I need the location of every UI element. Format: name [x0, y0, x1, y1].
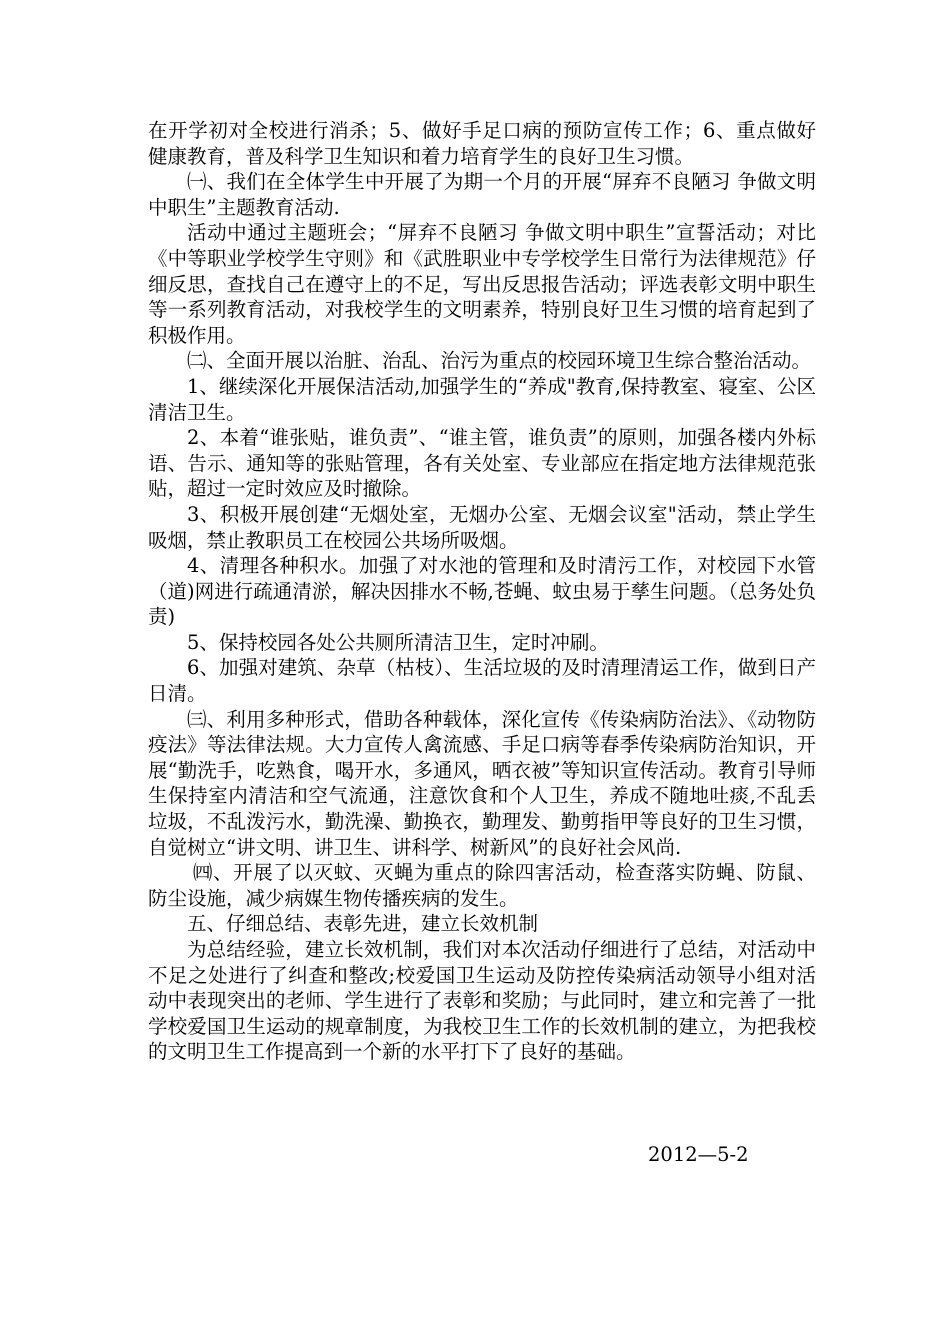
- paragraph-section-1: ㈠、我们在全体学生中开展了为期一个月的开展“屏弃不良陋习 争做文明中职生”主题教育活动.: [148, 170, 816, 219]
- paragraph-item-2: 2、本着“谁张贴，谁负责”、“谁主管，谁负责”的原则，加强各楼内外标语、告示、通知等的张贴管理，各有关处室、专业部应在指定地方法律规范张贴，超过一定时效应及时撤除。: [148, 426, 816, 501]
- document-date: 2012—5-2: [648, 1143, 749, 1166]
- paragraph-section-2: ㈡、全面开展以治脏、治乱、治污为重点的校园环境卫生综合整治活动。: [187, 349, 812, 373]
- document-body: [148, 118, 816, 1065]
- paragraph-activities: 活动中通过主题班会；“屏弃不良陋习 争做文明中职生”宣誓活动；对比《中等职业学校学生守则》和《武胜职业中专学校学生日常行为法律规范》仔细反思，查找自己在遵守上的不足，写出反思报告活动；评选表彰文明中职生等一系列教育活动，对我校学生的文明素养，特别良好卫生习惯的培育起到了积极作用。: [148, 221, 816, 347]
- paragraph-section-5-heading: 五、仔细总结、表彰先进，建立长效机制: [187, 912, 539, 936]
- paragraph-item-5: 5、保持校园各处公共厕所清洁卫生，定时冲刷。: [187, 630, 609, 654]
- paragraph-item-6: 6、加强对建筑、杂草（枯枝）、生活垃圾的及时清理清运工作，做到日产日清。: [148, 656, 816, 706]
- paragraph-section-4: ㈣、开展了以灭蚊、灭蝇为重点的除四害活动，检查落实防蝇、防鼠、防尘设施，减少病媒生物传播疾病的发生。: [148, 861, 816, 910]
- paragraph-section-3: ㈢、利用多种形式，借助各种载体，深化宣传《传染病防治法》、《动物防疫法》等法律法规。大力宣传人禽流感、手足口病等春季传染病防治知识，开展“勤洗手，吃熟食，喝开水，多通风，晒衣被”等知识宣传活动。教育引导师生保持室内清洁和空气流通，注意饮食和个人卫生，养成不随地吐痰,不乱丢垃圾，不乱泼污水，勤洗澡、勤换衣，勤理发、勤剪指甲等良好的卫生习惯，自觉树立“讲文明、讲卫生、讲科学、树新风”的良好社会风尚.: [148, 707, 816, 859]
- paragraph-item-4: 4、清理各种积水。加强了对水池的管理和及时清污工作，对校园下水管（道)网进行疏通清淤，解决因排水不畅,苍蝇、蚊虫易于孳生问题。（总务处负责): [148, 554, 816, 629]
- paragraph-item-3: 3、积极开展创建“无烟处室，无烟办公室、无烟会议室"活动，禁止学生吸烟，禁止教职员工在校园公共场所吸烟。: [148, 502, 816, 552]
- paragraph-item-1: 1、继续深化开展保洁活动,加强学生的“养成"教育,保持教室、寝室、公区清洁卫生。: [148, 374, 816, 424]
- paragraph-summary: 为总结经验，建立长效机制，我们对本次活动仔细进行了总结，对活动中不足之处进行了纠查和整改;校爱国卫生运动及防控传染病活动领导小组对活动中表现突出的老师、学生进行了表彰和奖励；与此同时，建立和完善了一批学校爱国卫生运动的规章制度，为我校卫生工作的长效机制的建立，为把我校的文明卫生工作提高到一个新的水平打下了良好的基础。: [148, 938, 816, 1064]
- paragraph-continuation: 在开学初对全校进行消杀；5、做好手足口病的预防宣传工作；6、重点做好健康教育，普及科学卫生知识和着力培育学生的良好卫生习惯。: [148, 119, 816, 168]
